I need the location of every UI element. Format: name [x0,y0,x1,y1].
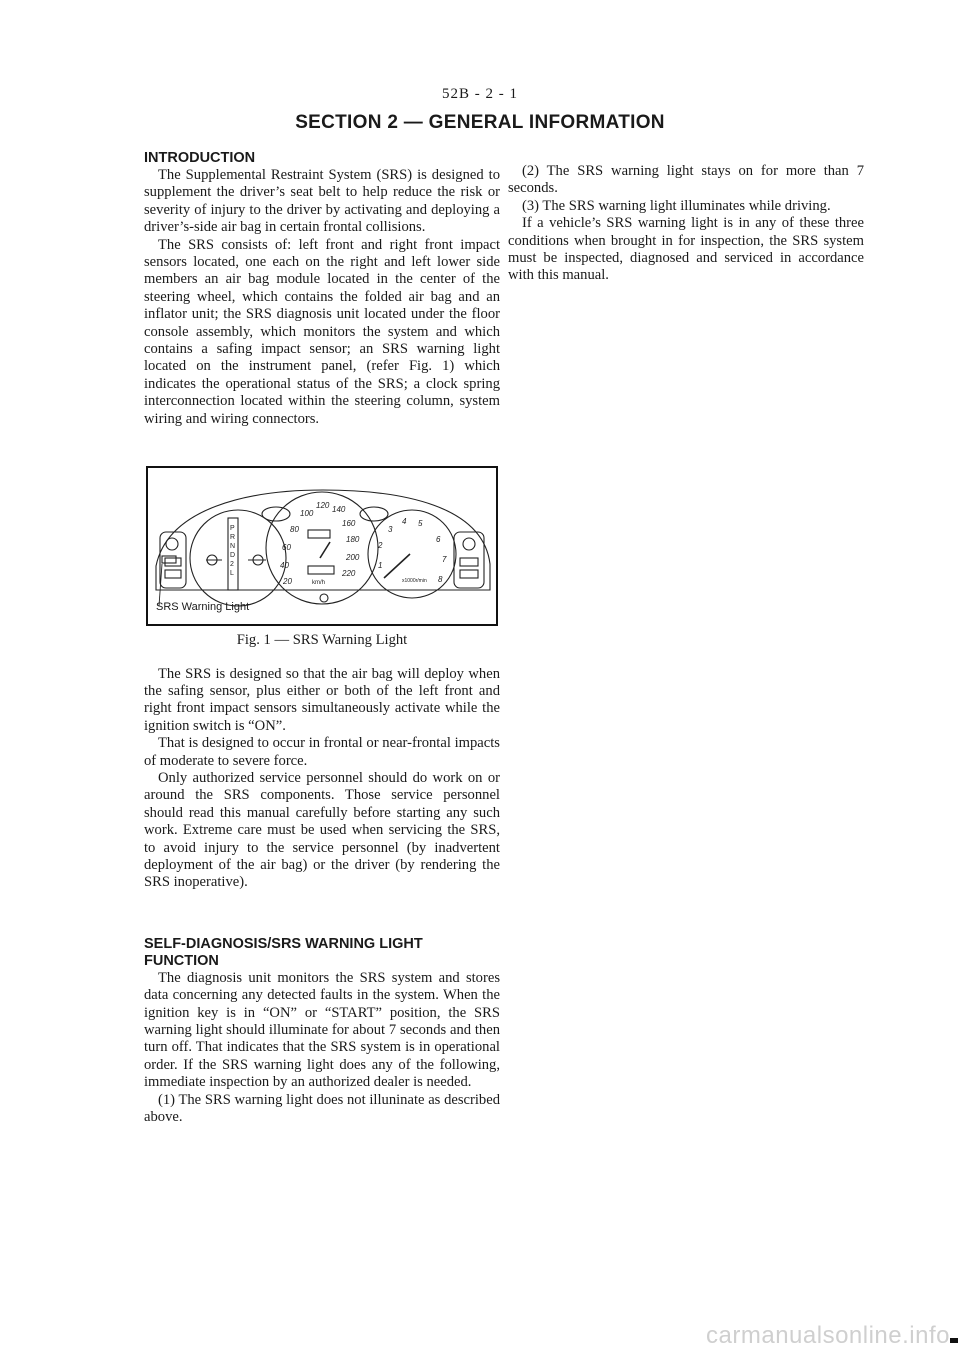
trip-meter-display [308,566,334,574]
gear-letter: D [230,552,236,560]
speed-unit-label: km/h [312,580,326,587]
self-diagnosis-heading [144,936,500,970]
body-paragraph-3: Only authorized service personnel should do work on or around the SRS components. Those service personnel should read this manual carefully before starting any such work. Extreme care must be used when servicing the SRS, to avoid injury to the service personnel (by inadvertent deployment of the air bag) or the driver (by rendering the SRS inoperative). [144,769,500,891]
right-switch-pod [454,532,484,588]
self-diagnosis-paragraph-2: (1) The SRS warning light does not illuninate as described above. [144,1091,500,1126]
watermark: carmanualsonline.info [706,1322,950,1349]
figure-label: SRS Warning Light [156,600,250,613]
gear-letter: 2 [230,561,234,569]
self-diagnosis-paragraph-1: The diagnosis unit monitors the SRS system and stores data concerning any detected faults in the system. When the ignition key is in “ON” or “START” position, the SRS warning light should illuminate for about 7 seconds and then turn off. That indicates that the SRS system is in operational order. If the SRS warning light does any of the following, immediate inspection by an authorized dealer is needed. [144,969,500,1091]
left-switch-pod [160,532,186,588]
section-title: SECTION 2 — GENERAL INFORMATION [295,112,665,133]
speedo-tick: 200 [346,553,360,563]
tacho-tick: 2 [378,541,383,551]
page-number: 52B - 2 - 1 [442,86,518,102]
left-pod-button [165,558,181,566]
self-diagnosis-section [144,936,500,1127]
tacho-tick: 1 [378,561,383,571]
figure-caption: Fig. 1 — SRS Warning Light [236,632,408,649]
left-pod-button [165,570,181,578]
speedo-tick: 100 [300,509,314,519]
speedo-tick: 20 [283,577,292,587]
odometer-display [308,530,330,538]
self-diagnosis-heading-line-1: SELF-DIAGNOSIS/SRS WARNING LIGHT [144,935,423,952]
speedo-tick: 120 [316,501,330,511]
gear-letter: P [230,525,235,533]
tacho-unit-label: x1000r/min [402,578,427,585]
turn-signal-indicator-icon [262,507,290,521]
introduction-paragraph-2: The SRS consists of: left front and right front impact sensors located, one each on the right and left lower side members an air bag module located in the center of the steering wheel, which contains the folded air bag and an inflator unit; the SRS diagnosis unit located under the floor console assembly, which monitors the system and which contains a safing impact sensor; an SRS warning light located on the instrument panel, (refer Fig. 1) which indicates the operational status of the SRS; a clock spring interconnection located within the steering column, system wiring and wiring connectors. [144,236,500,427]
right-pod-indicator-icon [463,538,475,550]
gear-letter: N [230,543,236,551]
speedo-tick: 160 [342,519,356,529]
srs-warning-light-icon [162,556,176,563]
instrument-cluster-figure [146,466,498,626]
tacho-tick: 6 [436,535,441,545]
right-pod-button [460,570,478,578]
speedo-tick: 180 [346,535,360,545]
tacho-tick: 5 [418,519,423,529]
speedo-tick: 40 [280,561,289,571]
right-paragraph-3: If a vehicle’s SRS warning light is in any of these three conditions when brought in for inspection, the SRS system must be inspected, diagnosed and serviced in accordance with this manual. [508,215,864,284]
left-pod-indicator-icon [166,538,178,550]
tacho-tick: 4 [402,517,407,527]
tacho-tick: 3 [388,525,393,535]
right-column [508,163,864,285]
trip-reset-knob [320,594,328,602]
left-column [144,150,500,1126]
self-diagnosis-heading-line-2: FUNCTION [144,952,219,969]
introduction-heading: INTRODUCTION [144,150,256,166]
figure-container [144,466,500,649]
turn-signal-indicator-icon [360,507,388,521]
speedo-tick: 140 [332,505,346,515]
right-pod-button [460,558,478,566]
speedo-tick: 60 [282,543,291,553]
right-paragraph-2: (3) The SRS warning light illuminates while driving. [522,197,831,214]
tacho-tick: 8 [438,575,443,585]
speedo-tick: 80 [290,525,299,535]
gear-letter: R [230,534,236,542]
body-section [144,666,500,892]
corner-mark [950,1338,958,1343]
right-paragraph-1: (2) The SRS warning light stays on for more than 7 seconds. [508,163,864,197]
speedo-needle [320,542,330,558]
tachometer-gauge [368,510,456,598]
body-paragraph-2: That is designed to occur in frontal or near-frontal impacts of moderate to severe force. [144,735,500,769]
body-paragraph-1: The SRS is designed so that the air bag will deploy when the safing sensor, plus either or both of the left front and right front impact sensors simultaneously activate while the ignition switch is “ON”. [144,665,500,734]
tacho-needle [384,554,410,578]
tacho-tick: 7 [442,555,447,565]
introduction-paragraph-1: The Supplemental Restraint System (SRS) is designed to supplement the driver’s seat belt to help reduce the risk or severity of injury to the driver by activating and deploying a driver’s-side air bag in certain frontal collisions. [144,167,500,236]
gear-letter: L [230,570,234,578]
speedo-tick: 220 [342,569,356,579]
